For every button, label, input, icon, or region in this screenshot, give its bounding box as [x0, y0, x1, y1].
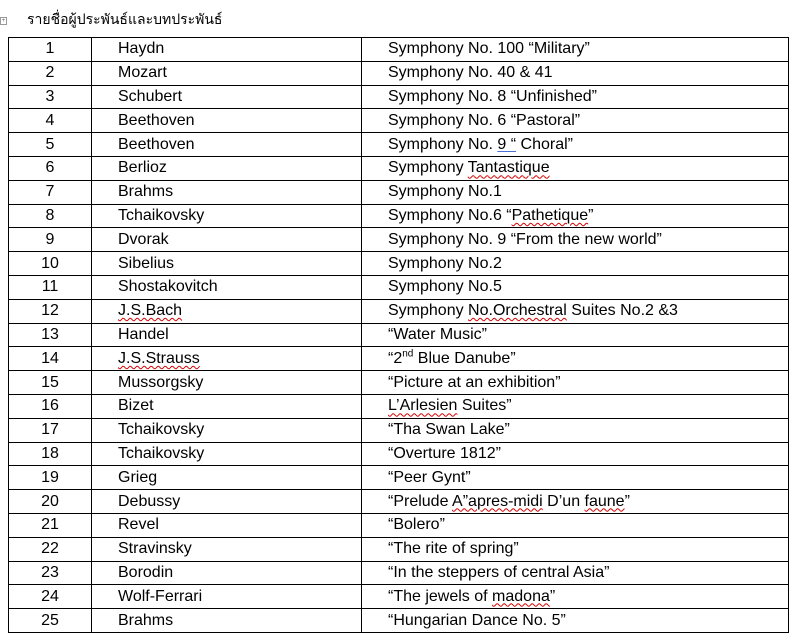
work-cell [362, 585, 789, 609]
row-number: 3 [9, 85, 92, 109]
spelling-flagged-text: A”apres-midi [452, 492, 543, 510]
work-cell: “Hungarian Dance No. 5” [362, 609, 789, 633]
composer-cell: Berlioz [92, 156, 362, 180]
work-text: Choral” [516, 135, 573, 153]
work-text: ” [624, 492, 630, 510]
work-text: ” [588, 206, 594, 224]
work-cell [362, 133, 789, 157]
composer-cell: Tchaikovsky [92, 204, 362, 228]
work-text: Symphony No.6 “ [388, 206, 512, 224]
spelling-flagged-text: J.S.Strauss [118, 349, 200, 367]
composer-cell: Grieg [92, 466, 362, 490]
grammar-flagged-text: 9 “ [497, 135, 517, 153]
row-number: 11 [9, 275, 92, 299]
row-number: 13 [9, 323, 92, 347]
composer-cell: Bizet [92, 394, 362, 418]
table-row [9, 490, 789, 514]
work-text: Symphony [388, 159, 468, 177]
work-cell: Symphony No. 8 “Unfinished” [362, 85, 789, 109]
work-text: D’un [542, 492, 585, 510]
spelling-flagged-text: L’Arlesien [388, 397, 458, 415]
work-text: “2 [388, 349, 403, 367]
composer-cell: Tchaikovsky [92, 442, 362, 466]
work-cell [362, 394, 789, 418]
page-title: รายชื่อผู้ประพันธ์และบทประพันธ์ [27, 12, 223, 28]
table-row [9, 228, 789, 252]
composer-cell: Schubert [92, 85, 362, 109]
row-number: 24 [9, 585, 92, 609]
row-number: 12 [9, 299, 92, 323]
composer-cell: Tchaikovsky [92, 418, 362, 442]
composer-cell: Borodin [92, 561, 362, 585]
work-text: Suites No.2 &3 [566, 302, 678, 320]
row-number: 2 [9, 61, 92, 85]
table-row [9, 204, 789, 228]
spelling-flagged-text: Tantastique [467, 159, 550, 177]
composer-cell: Beethoven [92, 133, 362, 157]
table-row [9, 394, 789, 418]
row-number: 6 [9, 156, 92, 180]
table-row [9, 275, 789, 299]
table-row [9, 513, 789, 537]
work-cell: “The rite of spring” [362, 537, 789, 561]
spelling-flagged-text: No.Orchestral [468, 302, 567, 320]
row-number: 21 [9, 513, 92, 537]
work-cell [362, 299, 789, 323]
table-row [9, 347, 789, 371]
work-cell [362, 490, 789, 514]
composer-cell: Brahms [92, 609, 362, 633]
composers-table [8, 37, 789, 633]
work-cell: “Tha Swan Lake” [362, 418, 789, 442]
table-row [9, 466, 789, 490]
row-number: 7 [9, 180, 92, 204]
row-number: 22 [9, 537, 92, 561]
table-row [9, 323, 789, 347]
row-number: 5 [9, 133, 92, 157]
table-row [9, 180, 789, 204]
composer-cell: Shostakovitch [92, 275, 362, 299]
work-cell: “Water Music” [362, 323, 789, 347]
row-number: 8 [9, 204, 92, 228]
work-text: “The jewels of [388, 587, 493, 605]
table-row [9, 585, 789, 609]
composer-cell: Dvorak [92, 228, 362, 252]
work-cell: “Picture at an exhibition” [362, 371, 789, 395]
work-text: Suites” [457, 397, 512, 415]
composer-cell: Wolf-Ferrari [92, 585, 362, 609]
composer-cell: Stravinsky [92, 537, 362, 561]
row-number: 23 [9, 561, 92, 585]
row-number: 17 [9, 418, 92, 442]
work-cell [362, 204, 789, 228]
table-row [9, 609, 789, 633]
work-cell: Symphony No.1 [362, 180, 789, 204]
composer-cell [92, 299, 362, 323]
row-number: 15 [9, 371, 92, 395]
work-cell: Symphony No.5 [362, 275, 789, 299]
table-row [9, 85, 789, 109]
table-row [9, 442, 789, 466]
row-number: 4 [9, 109, 92, 133]
row-number: 25 [9, 609, 92, 633]
composer-cell: Handel [92, 323, 362, 347]
row-number: 18 [9, 442, 92, 466]
row-number: 20 [9, 490, 92, 514]
row-number: 10 [9, 252, 92, 276]
work-cell: Symphony No. 9 “From the new world” [362, 228, 789, 252]
spelling-flagged-text: Pathetique [511, 206, 589, 224]
composer-cell: Mussorgsky [92, 371, 362, 395]
work-cell: “Overture 1812” [362, 442, 789, 466]
composer-cell: Haydn [92, 38, 362, 62]
table-row [9, 109, 789, 133]
work-cell: Symphony No. 100 “Military” [362, 38, 789, 62]
work-cell: Symphony No. 40 & 41 [362, 61, 789, 85]
work-cell: “Peer Gynt” [362, 466, 789, 490]
work-text: Blue Danube” [413, 349, 516, 367]
work-cell [362, 347, 789, 371]
work-text: Symphony [388, 302, 469, 320]
work-cell [362, 156, 789, 180]
spelling-flagged-text: madona [492, 587, 550, 605]
composer-cell: Beethoven [92, 109, 362, 133]
paragraph-anchor-icon: + [1, 18, 6, 24]
table-row [9, 252, 789, 276]
table-row [9, 561, 789, 585]
composer-cell: Debussy [92, 490, 362, 514]
spelling-flagged-text: faune [584, 492, 625, 510]
spelling-flagged-text: J.S.Bach [118, 302, 183, 320]
work-cell: “Bolero” [362, 513, 789, 537]
work-cell: Symphony No.2 [362, 252, 789, 276]
table-row [9, 537, 789, 561]
table-row [9, 38, 789, 62]
row-number: 9 [9, 228, 92, 252]
row-number: 14 [9, 347, 92, 371]
work-text: Symphony No. [388, 135, 498, 153]
table-row [9, 61, 789, 85]
table-row [9, 299, 789, 323]
composer-cell: Brahms [92, 180, 362, 204]
table-row [9, 371, 789, 395]
composer-cell: Mozart [92, 61, 362, 85]
composer-cell [92, 347, 362, 371]
work-text: “Prelude [388, 492, 453, 510]
composer-cell: Sibelius [92, 252, 362, 276]
row-number: 16 [9, 394, 92, 418]
work-text: ” [549, 587, 556, 605]
table-row [9, 418, 789, 442]
row-number: 19 [9, 466, 92, 490]
work-cell: “In the steppers of central Asia” [362, 561, 789, 585]
work-cell: Symphony No. 6 “Pastoral” [362, 109, 789, 133]
table-row [9, 133, 789, 157]
superscript-text: nd [402, 348, 414, 360]
composer-cell: Revel [92, 513, 362, 537]
row-number: 1 [9, 38, 92, 62]
table-row [9, 156, 789, 180]
